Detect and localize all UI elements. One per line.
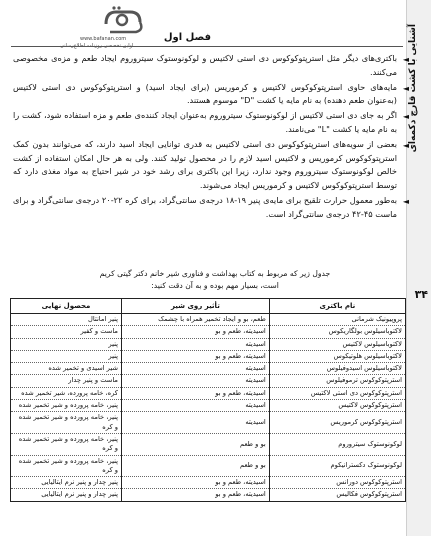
table-row	[11, 350, 406, 362]
final-product-cell: ماست و کفیر	[11, 326, 122, 338]
triangle-bullet-icon: ◄	[402, 140, 409, 150]
paragraph	[13, 109, 409, 137]
bacteria-name-cell: لوکونوستوک سیتروروم	[269, 433, 405, 455]
chapter-title: فصل اول	[163, 32, 211, 43]
caption-line-2: است، بسیار مهم بوده و به آن دقت کنید:	[151, 281, 279, 290]
logo-url: www.bafanan.com	[80, 36, 127, 42]
paragraph-text: اگر به جای دی استی لاکتیس از لوکونوستوک سیتروروم به‌عنوان ایجاد کننده‌ی طعم و مزه استفاده شود، کشت را به نام مایه یا کشت "L" می‌نامند.	[13, 110, 397, 134]
bacteria-name-cell: لوکونوستوک دکسترانیکوم	[269, 455, 405, 477]
milk-effect-cell: اسیدیته، طعم و بو	[122, 326, 270, 338]
bacteria-name-cell: لاکتوباسیلوس لاکتیس	[269, 338, 405, 350]
bacteria-name-cell: استرپتوکوکوس دی استی لاکتیس	[269, 387, 405, 399]
triangle-bullet-icon: ◄	[402, 55, 409, 64]
paragraph	[13, 81, 409, 109]
bacteria-name-cell: لاکتوباسیلوس هلوتیکوس	[269, 350, 405, 362]
milk-effect-cell: اسیدیته، طعم و بو	[122, 489, 270, 501]
bacteria-name-cell: لاکتوباسیلوس اسیدوفیلوس	[269, 363, 405, 375]
paragraph-text: بعضی از سویه‌های استرپتوکوکوس دی استی لاکتیس به قدری توانایی ایجاد اسید دارند، که می‌توانند بدون کمک استرپتوکوکوس کرموریس و لاکتیس اسید لازم را در محصول تولید کنند. ولی به هر حال امکان استفاده از کشت خالص لوکونوستوک سیتروروم وجود ندارد، زیرا این باکتری برای رشد خود در شیر احتیاج به مواد مغذی دارد که توسط استرپتوکوکوس لاکتیس و کرموریس ایجاد می‌شوند.	[13, 138, 397, 191]
final-product-cell: پنیر، خامه پرورده و شیر تخمیر شده و کره	[11, 433, 122, 455]
caption-line-1: جدول زیر که مربوط به کتاب بهداشت و فناوری شیر خانم دکتر گیتی کریم	[99, 269, 331, 278]
column-header: محصول نهایی	[11, 299, 122, 314]
table-row	[11, 387, 406, 399]
bacteria-name-cell: استرپتوکوکوس فکالیس	[269, 489, 405, 501]
milk-effect-cell: اسیدیته، طعم و بو	[122, 387, 270, 399]
triangle-bullet-icon: ◄	[402, 112, 409, 122]
final-product-cell: ماست و پنیر چدار	[11, 375, 122, 387]
paragraph-text: باکتری‌های دیگر مثل استرپتوکوکوس دی استی لاکتیس و لوکونوستوک سیتروروم ایجاد طعم و مزه‌ی مخصوصی می‌کنند.	[13, 53, 397, 77]
milk-effect-cell: بو و طعم	[122, 433, 270, 455]
milk-effect-cell: اسیدیته	[122, 375, 270, 387]
table-row	[11, 375, 406, 387]
final-product-cell: پنیر، خامه پرورده و شیر تخمیر شده	[11, 400, 122, 412]
bacteria-name-cell: استرپتوکوکوس لاکتیس	[269, 400, 405, 412]
table-row	[11, 314, 406, 326]
milk-effect-cell: طعم، بو و ایجاد تخمیر همراه با چشمک	[122, 314, 270, 326]
table-row	[11, 400, 406, 412]
table-caption	[85, 268, 345, 292]
table-row	[11, 363, 406, 375]
bacteria-name-cell: استرپتوکوکوس ترموفیلوس	[269, 375, 405, 387]
body-text	[13, 52, 409, 222]
bacteria-table	[10, 298, 406, 502]
triangle-bullet-icon: ◄	[402, 196, 409, 206]
final-product-cell: شیر اسیدی و تخمیر شده	[11, 363, 122, 375]
bacteria-name-cell: استرپتوکوکوس دورانس	[269, 477, 405, 489]
final-product-cell: پنیر چدار و پنیر نرم ایتالیایی	[11, 477, 122, 489]
paragraph-text: مایه‌های حاوی استرپتوکوکوس لاکتیس و کرموریس (برای ایجاد اسید) و استرپتوکوکوس دی استی لاکتیس (به‌عنوان طعم دهنده) به نام مایه یا کشت "D" موسوم هستند.	[13, 81, 397, 106]
paragraph	[13, 52, 409, 80]
final-product-cell: پنیر	[11, 350, 122, 362]
page-number: ۳۴	[414, 288, 428, 301]
milk-effect-cell: اسیدیته، طعم و بو	[122, 350, 270, 362]
table-header-row	[11, 299, 406, 314]
final-product-cell: پنیر، خامه پرورده و شیر تخمیر شده و کره	[11, 412, 122, 434]
header-divider	[11, 46, 403, 47]
milk-effect-cell: اسیدیته	[122, 363, 270, 375]
milk-effect-cell: اسیدیته	[122, 400, 270, 412]
bacteria-name-cell: استرپتوکوکوس کرموریس	[269, 412, 405, 434]
table-row	[11, 477, 406, 489]
bacteria-name-cell: پروپیونیک شرمانی	[269, 314, 405, 326]
table-row	[11, 412, 406, 434]
table-row	[11, 433, 406, 455]
final-product-cell: پنیر، خامه پرورده و شیر تخمیر شده و کره	[11, 455, 122, 477]
final-product-cell: پنیر چدار و پنیر نرم ایتالیایی	[11, 489, 122, 501]
milk-effect-cell: اسیدیته، طعم و بو	[122, 477, 270, 489]
table-row	[11, 338, 406, 350]
column-header: نام باکتری	[269, 299, 405, 314]
sidebar-book-title: آشنایی با کشت قارچ دکمه‌ای	[408, 24, 418, 153]
bacteria-name-cell: لاکتوباسیلوس بولگاریکوس	[269, 326, 405, 338]
paragraph-text: به‌طور معمول حرارت تلقیح برای مایه‌ی پنیر ۱۹-۱۸ درجه‌ی سانتی‌گراد، برای کره ۲۲-۲۰ درجه‌ی سانتی‌گراد و برای ماست ۴۵-۴۲ درجه‌ی سانتی‌گراد است.	[13, 194, 397, 219]
site-logo	[100, 4, 148, 36]
table-row	[11, 455, 406, 477]
table-row	[11, 326, 406, 338]
final-product-cell: پنیر	[11, 338, 122, 350]
column-header: تأثیر روی شیر	[122, 299, 270, 314]
paragraph	[13, 194, 409, 222]
sidebar-strip	[406, 0, 431, 536]
milk-effect-cell: اسیدیته	[122, 338, 270, 350]
final-product-cell: کره، خامه پرورده، شیر تخمیر شده	[11, 387, 122, 399]
final-product-cell: پنیر امانتال	[11, 314, 122, 326]
paragraph	[13, 138, 409, 193]
table-row	[11, 489, 406, 501]
triangle-bullet-icon: ◄	[402, 83, 409, 93]
milk-effect-cell: بو و طعم	[122, 455, 270, 477]
milk-effect-cell: اسیدیته	[122, 412, 270, 434]
